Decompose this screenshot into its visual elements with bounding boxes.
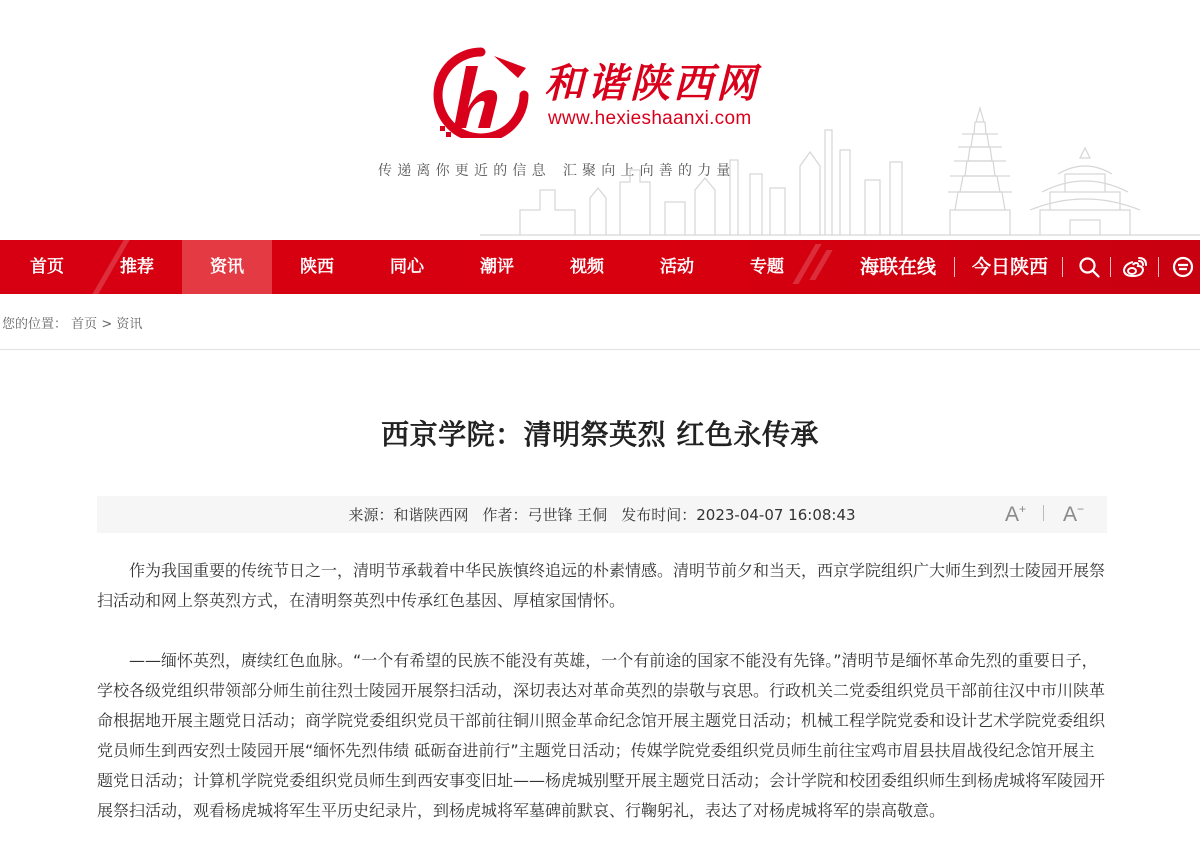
breadcrumb-home-link[interactable]: 首页 bbox=[71, 317, 98, 332]
font-increase-label: A bbox=[1005, 503, 1020, 526]
article-meta-bar bbox=[97, 496, 1107, 533]
nav-item-shaanxi[interactable]: 陕西 bbox=[300, 257, 334, 277]
article-author: 作者：弓世锋 王侗 bbox=[482, 506, 608, 524]
nav-link-hailian[interactable]: 海联在线 bbox=[860, 256, 937, 278]
font-increase-button[interactable] bbox=[1005, 502, 1026, 527]
article-title: 西京学院：清明祭英烈 红色永传承 bbox=[381, 418, 819, 451]
nav-item-chaoping[interactable]: 潮评 bbox=[480, 257, 514, 277]
breadcrumb-divider bbox=[0, 349, 1200, 350]
nav-item-events[interactable]: 活动 bbox=[660, 257, 694, 277]
nav-divider bbox=[1110, 257, 1111, 277]
nav-link-today-shaanxi[interactable]: 今日陕西 bbox=[972, 256, 1049, 278]
logo-url: www.hexieshaanxi.com bbox=[548, 108, 752, 129]
nav-item-news[interactable]: 资讯 bbox=[182, 240, 272, 294]
article-publish-time: 发布时间：2023-04-07 16:08:43 bbox=[621, 506, 856, 524]
breadcrumb bbox=[2, 313, 142, 332]
site-slogan bbox=[378, 160, 736, 180]
nav-divider bbox=[1062, 257, 1063, 277]
site-logo[interactable] bbox=[432, 46, 772, 138]
article-source: 来源：和谐陕西网 bbox=[348, 506, 469, 524]
nav-item-video[interactable]: 视频 bbox=[570, 257, 604, 277]
breadcrumb-separator: > bbox=[101, 317, 113, 332]
font-control-divider bbox=[1043, 505, 1044, 521]
slogan-part-2: 汇聚向上向善的力量 bbox=[562, 163, 736, 179]
logo-mark-icon bbox=[432, 46, 530, 138]
logo-name: 和谐陕西网 bbox=[544, 60, 759, 107]
font-decrease-label: A bbox=[1063, 503, 1078, 526]
site-header bbox=[0, 0, 1200, 240]
article-meta bbox=[97, 504, 1107, 525]
font-decrease-button[interactable] bbox=[1063, 502, 1084, 527]
article-body bbox=[97, 556, 1107, 826]
nav-item-topics[interactable]: 专题 bbox=[750, 257, 784, 277]
weibo-icon[interactable] bbox=[1122, 256, 1148, 278]
slogan-part-1: 传递离你更近的信息 bbox=[378, 163, 551, 179]
nav-item-home[interactable]: 首页 bbox=[30, 257, 64, 277]
toutiao-icon[interactable] bbox=[1172, 256, 1194, 278]
nav-divider bbox=[954, 257, 955, 277]
breadcrumb-prefix: 您的位置： bbox=[2, 317, 68, 332]
main-nav bbox=[0, 240, 1200, 294]
breadcrumb-current-link[interactable]: 资讯 bbox=[116, 317, 143, 332]
article-paragraph: 作为我国重要的传统节日之一，清明节承载着中华民族慎终追远的朴素情感。清明节前夕和当天，西京学院组织广大师生到烈士陵园开展祭扫活动和网上祭英烈方式，在清明祭英烈中传承红色基因、厚植家国情怀。 bbox=[97, 561, 1106, 610]
plus-icon: + bbox=[1019, 502, 1027, 516]
article-paragraph: ——缅怀英烈，赓续红色血脉。“一个有希望的民族不能没有英雄，一个有前途的国家不能没有先锋。”清明节是缅怀革命先烈的重要日子，学校各级党组织带领部分师生前往烈士陵园开展祭扫活动，深切表达对革命英烈的崇敬与哀思。行政机关二党委组织党员干部前往汉中市川陕革命根据地开展主题党日活动；商学院党委组织党员干部前往铜川照金革命纪念馆开展主题党日活动；机械工程学院党委和设计艺术学院党委组织党员师生到西安烈士陵园开展“缅怀先烈伟绩 砥砺奋进前行”主题党日活动；传媒学院党委组织党员师生前往宝鸡市眉县扶眉战役纪念馆开展主题党日活动；计算机学院党委组织党员师生到西安事变旧址——杨虎城别墅开展主题党日活动；会计学院和校团委组织师生到杨虎城将军陵园开展祭扫活动，观看杨虎城将军生平历史纪录片，到杨虎城将军墓碑前默哀、行鞠躬礼，表达了对杨虎城将军的崇高敬意。 bbox=[97, 651, 1106, 820]
nav-item-recommend[interactable]: 推荐 bbox=[120, 257, 154, 277]
minus-icon: − bbox=[1077, 502, 1085, 516]
nav-item-tongxin[interactable]: 同心 bbox=[390, 257, 424, 277]
nav-divider bbox=[1158, 257, 1159, 277]
search-icon[interactable] bbox=[1078, 256, 1100, 278]
